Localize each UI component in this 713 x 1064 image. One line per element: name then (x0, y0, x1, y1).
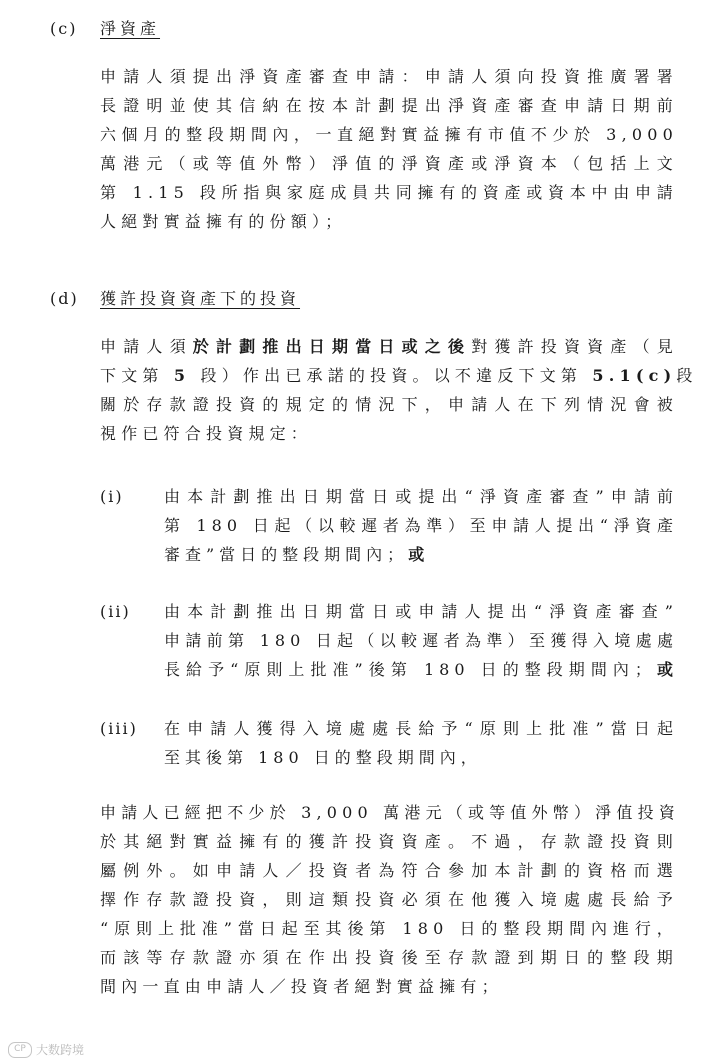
list-marker: (ii) (100, 602, 131, 621)
line-text: 段）作出已承諾的投資。以不違反下文第 (190, 366, 593, 385)
paragraph-line: 間內一直由申請人／投資者絕對實益擁有； (100, 977, 503, 996)
paragraph-line: 六個月的整段期間內，一直絕對實益擁有市值不少於 3,000 (100, 125, 678, 144)
bold-text: 5 (173, 366, 191, 385)
paragraph-line: 長證明並使其信納在按本計劃提出淨資產審查申請日期前 (100, 96, 678, 115)
item-line: 第 180 日起（以較遲者為準）至申請人提出“淨資產 (164, 516, 678, 535)
list-item-body (164, 597, 678, 684)
item-line: 在申請人獲得入境處處長給予“原則上批准”當日起 (164, 719, 678, 738)
paragraph-line (100, 361, 698, 390)
paragraph-line: 萬港元（或等值外幣）淨值的淨資產或淨資本（包括上文 (100, 154, 678, 173)
paragraph-line: 人絕對實益擁有的份額）； (100, 212, 347, 231)
item-line: 由本計劃推出日期當日或申請人提出“淨資產審查” (164, 602, 678, 621)
paragraph-line (100, 332, 678, 361)
line-text: 申請人須 (100, 337, 193, 356)
line-text: 第 1.15 段所指與家庭成員共同擁有的資產或資本中由申請 (100, 183, 678, 202)
line-text: 段 (676, 366, 698, 385)
paragraph-line: 視作已符合投資規定： (100, 424, 313, 443)
section-c-title: 淨資產 (100, 19, 161, 38)
section-d-intro-paragraph (100, 332, 698, 448)
paragraph-line: 關於存款證投資的規定的情況下，申請人在下列情況會被 (100, 395, 678, 414)
item-line (164, 655, 678, 684)
section-c-heading (50, 16, 160, 39)
paragraph-line: “原則上批准”當日起至其後第 180 日的整段期間內進行， (100, 919, 678, 938)
paragraph-line: 申請人已經把不少於 3,000 萬港元（或等值外幣）淨值投資 (100, 803, 680, 822)
watermark (8, 1041, 84, 1058)
item-line (164, 540, 678, 569)
item-line: 由本計劃推出日期當日或提出“淨資產審查”申請前 (164, 487, 678, 506)
watermark-logo-icon: CP (8, 1042, 32, 1058)
bold-text: 5.1(c) (592, 366, 677, 385)
paragraph-line: 申請人須提出淨資產審查申請：申請人須向投資推廣署署 (100, 67, 678, 86)
item-line: 申請前第 180 日起（以較遲者為準）至獲得入境處處 (164, 631, 678, 650)
paragraph-line: 屬例外。如申請人／投資者為符合參加本計劃的資格而選 (100, 861, 678, 880)
line-text: 長給予“原則上批准”後第 180 日的整段期間內； (164, 660, 656, 679)
line-text: 對獲許投資資產（見 (471, 337, 678, 356)
section-c-paragraph (100, 62, 680, 236)
paragraph-line (100, 178, 678, 207)
section-d-closing-paragraph (100, 798, 680, 1001)
bold-text: 或 (408, 545, 430, 564)
paragraph-line: 而該等存款證亦須在作出投資後至存款證到期日的整段期 (100, 948, 678, 967)
bold-text: 於計劃推出日期當日或之後 (192, 337, 472, 356)
item-line: 至其後第 180 日的整段期間內， (164, 748, 482, 767)
line-text: 審查”當日的整段期間內； (164, 545, 409, 564)
line-text: 下文第 (100, 366, 174, 385)
paragraph-line: 於其絕對實益擁有的獲許投資資產。不過，存款證投資則 (100, 832, 678, 851)
section-d-title: 獲許投資資產下的投資 (100, 289, 301, 308)
section-d-label: (d) (50, 289, 79, 308)
watermark-text: 大数跨境 (36, 1043, 85, 1057)
section-d-heading (50, 286, 300, 309)
paragraph-line: 擇作存款證投資，則這類投資必須在他獲入境處處長給予 (100, 890, 678, 909)
section-c-label: (c) (50, 19, 78, 38)
list-marker: (i) (100, 487, 124, 506)
list-item-body (164, 482, 678, 569)
list-item-body (164, 714, 678, 772)
list-marker: (iii) (100, 719, 138, 738)
bold-text: 或 (655, 660, 678, 679)
